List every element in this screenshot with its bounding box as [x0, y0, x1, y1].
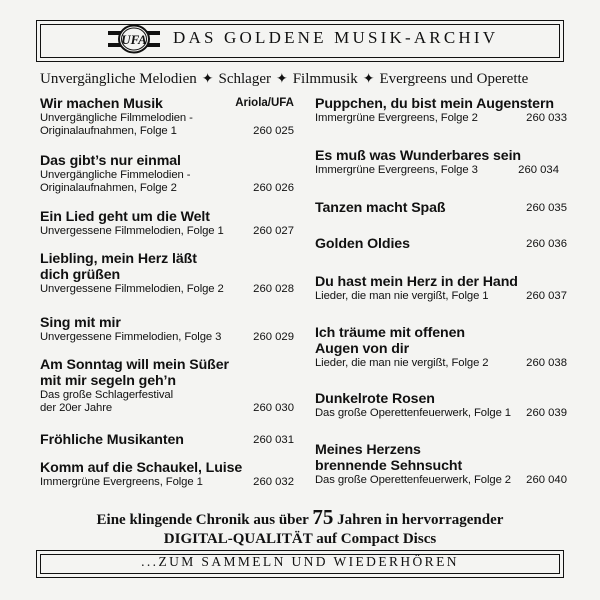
footer-line-2: DIGITAL-QUALITÄT auf Compact Discs: [163, 531, 437, 547]
entry-subtitle: Immergrüne Evergreens, Folge 3: [315, 164, 478, 176]
catalog-number: 260 029: [253, 331, 294, 343]
entry-subtitle: Immergrüne Evergreens, Folge 2: [315, 112, 478, 124]
catalog-entry: [315, 200, 567, 216]
entry-title: Liebling, mein Herz läßt dich grüßen: [40, 251, 197, 283]
catalog-entry: [315, 325, 567, 370]
catalog-number: 260 035: [526, 202, 567, 214]
catalog-number: 260 039: [526, 407, 567, 419]
entry-title: Das gibt’s nur einmal: [40, 153, 181, 169]
catalog-number: 260 025: [253, 125, 294, 137]
catalog-number: 260 033: [526, 112, 567, 124]
catalog-entry: [315, 148, 567, 177]
genre-label: Schlager: [218, 71, 271, 87]
footer-slogan: ...ZUM SAMMELN UND WIEDERHÖREN: [141, 554, 459, 569]
svg-text:UFA: UFA: [121, 32, 147, 47]
catalog-number: 260 026: [253, 182, 294, 194]
entry-title: Tanzen macht Spaß: [315, 200, 446, 216]
footer-text: Eine klingende Chronik aus über: [96, 512, 309, 528]
catalog-number: 260 032: [253, 476, 294, 488]
footer-banner: [36, 550, 564, 578]
entry-subtitle: Das große Schlagerfestival der 20er Jahre: [40, 389, 174, 414]
entry-subtitle: Lieder, die man nie vergißt, Folge 2: [315, 357, 489, 369]
genre-line: [40, 71, 565, 88]
catalog-number: 260 030: [253, 402, 294, 414]
years-number: 75: [312, 505, 334, 529]
entry-title: Sing mit mir: [40, 315, 121, 331]
star-separator-icon: ✦: [201, 72, 214, 87]
catalog-entry: [40, 153, 294, 195]
entry-title: Fröhliche Musikanten: [40, 432, 184, 448]
header-banner: [36, 20, 564, 62]
catalog-entry: [315, 96, 567, 125]
catalog-number: 260 038: [526, 357, 567, 369]
entry-title: Es muß was Wunderbares sein: [315, 148, 521, 164]
catalog-entry: [315, 391, 567, 420]
entry-title: Wir machen Musik: [40, 96, 163, 112]
entry-subtitle: Lieder, die man nie vergißt, Folge 1: [315, 290, 489, 302]
entry-subtitle: Unvergessene Filmmelodien, Folge 1: [40, 225, 224, 237]
catalog-number: 260 037: [526, 290, 567, 302]
ufa-logo-icon: [107, 24, 161, 54]
catalog-entry: [40, 96, 294, 138]
entry-title: Puppchen, du bist mein Augenstern: [315, 96, 554, 112]
footer-text: Jahren in hervorragender: [337, 512, 504, 528]
entry-title: Meines Herzens brennende Sehnsucht: [315, 442, 463, 474]
entry-subtitle: Immergrüne Evergreens, Folge 1: [40, 476, 203, 488]
entry-title: Ich träume mit offenen Augen von dir: [315, 325, 465, 357]
catalog-number: 260 034: [518, 164, 559, 176]
catalog-entry: [40, 357, 294, 415]
catalog-entry: [40, 315, 294, 344]
catalog-entry: [40, 251, 294, 296]
genre-label: Filmmusik: [292, 71, 358, 87]
star-separator-icon: ✦: [362, 72, 375, 87]
entry-subtitle: Unvergängliche Filmmelodien - Originalaufnahmen, Folge 1: [40, 112, 193, 137]
entry-title: Golden Oldies: [315, 236, 410, 252]
entry-subtitle: Das große Operettenfeuerwerk, Folge 2: [315, 474, 511, 486]
catalog-entry: [40, 460, 294, 489]
catalog-number: 260 040: [526, 474, 567, 486]
footer-tagline: [0, 505, 600, 549]
star-separator-icon: ✦: [275, 72, 288, 87]
catalog-number: 260 027: [253, 225, 294, 237]
entry-subtitle: Unvergessene Fimmelodien, Folge 3: [40, 331, 222, 343]
catalog-entry: [315, 236, 567, 252]
catalog-entry: [315, 442, 567, 487]
entry-title: Dunkelrote Rosen: [315, 391, 435, 407]
catalog-number: 260 028: [253, 283, 294, 295]
entry-subtitle: Unvergessene Filmmelodien, Folge 2: [40, 283, 224, 295]
genre-label: Unvergängliche Melodien: [40, 71, 197, 87]
entry-title: Komm auf die Schaukel, Luise: [40, 460, 243, 476]
genre-label: Evergreens und Operette: [379, 71, 529, 87]
catalog-number: 260 031: [253, 434, 294, 446]
archive-title: DAS GOLDENE MUSIK-ARCHIV: [173, 28, 499, 47]
entry-title: Am Sonntag will mein Süßer mit mir segeln geh’n: [40, 357, 229, 389]
entry-subtitle: Das große Operettenfeuerwerk, Folge 1: [315, 407, 511, 419]
catalog-entry: [40, 209, 294, 238]
label-name: Ariola/UFA: [235, 97, 294, 109]
catalog-number: 260 036: [526, 238, 567, 250]
catalog-entry: [40, 432, 294, 448]
entry-subtitle: Unvergängliche Fimmelodien - Originalaufnahmen, Folge 2: [40, 169, 191, 194]
entry-title: Ein Lied geht um die Welt: [40, 209, 210, 225]
entry-title: Du hast mein Herz in der Hand: [315, 274, 518, 290]
footer-line-1: [0, 505, 600, 530]
catalog-entry: [315, 274, 567, 303]
